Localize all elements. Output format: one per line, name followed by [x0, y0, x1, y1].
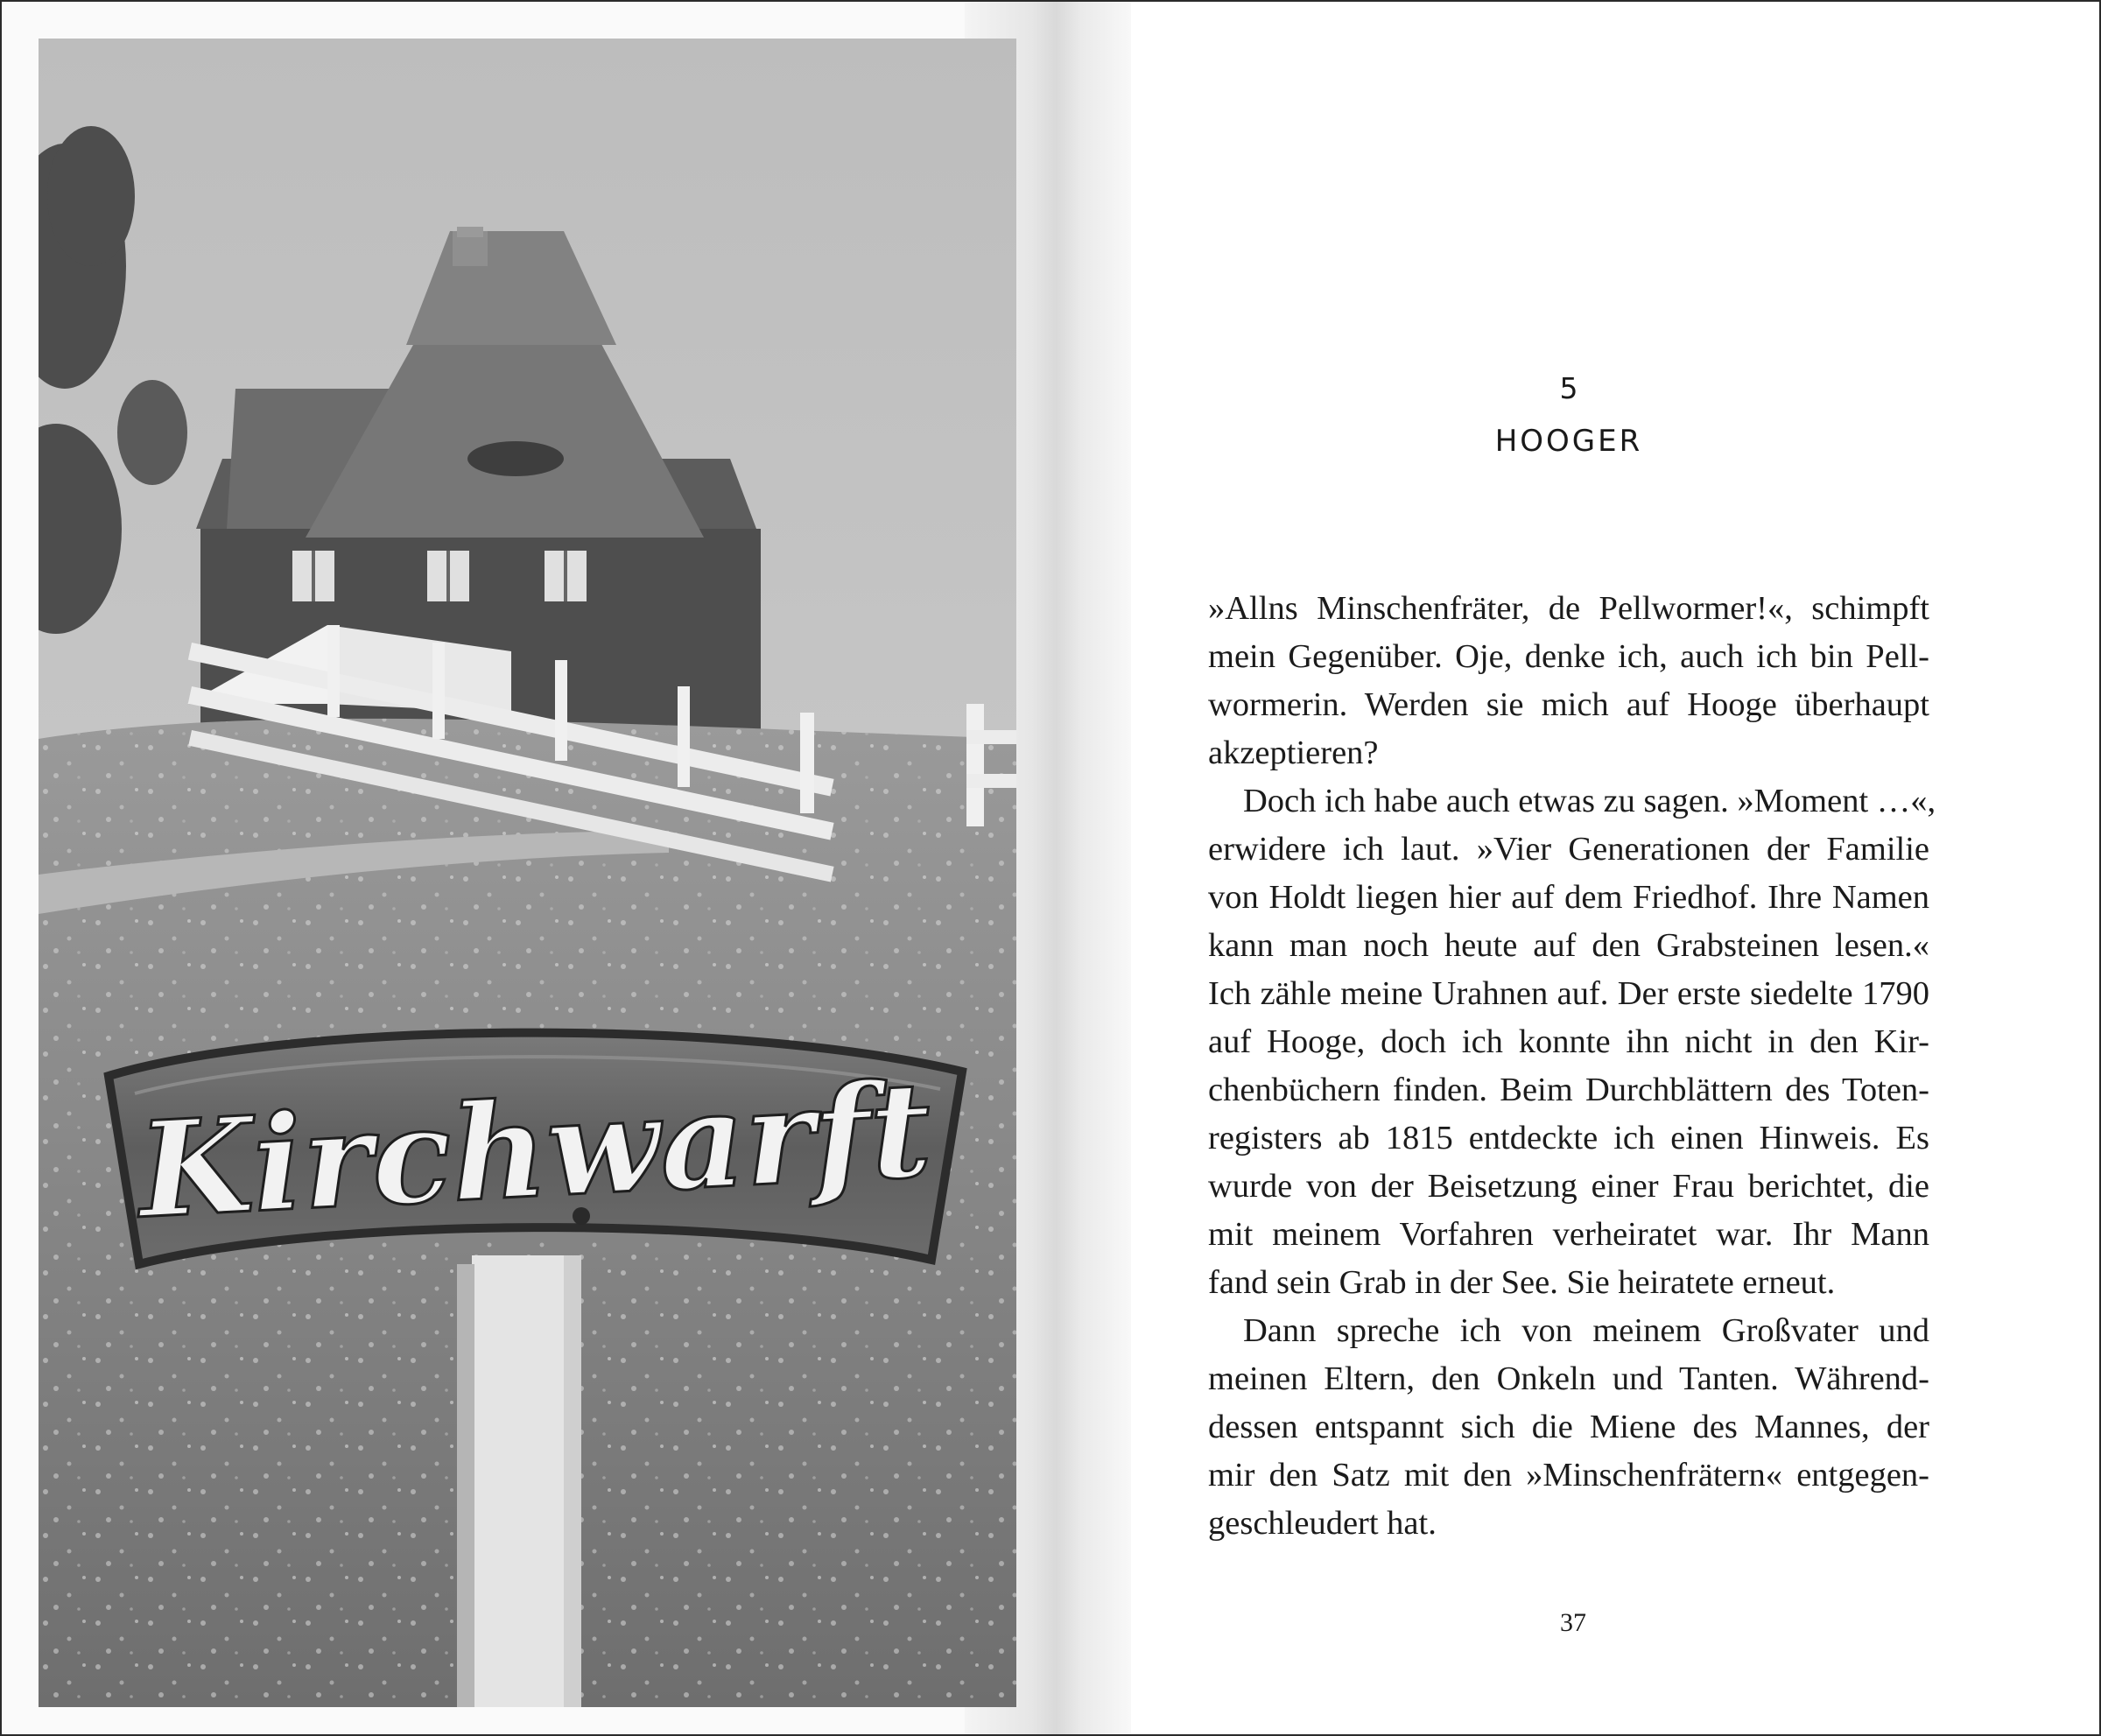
sign-text: Kirchwarft [134, 1052, 935, 1248]
text-line: akzeptieren? [1208, 734, 1379, 771]
text-line: Doch ich habe auch etwas zu sagen. »Moment …«, [1243, 783, 1936, 819]
text-line: kann man noch heute auf den Grabsteinen lesen.« [1208, 927, 1929, 964]
text-line: mir den Satz mit den »Minschenfrätern« entgegen- [1208, 1457, 1929, 1494]
text-line: geschleudert hat. [1208, 1505, 1437, 1542]
text-line: von Holdt liegen hier auf dem Friedhof. Ihre Namen [1208, 879, 1929, 916]
text-line: wormerin. Werden sie mich auf Hooge überhaupt [1208, 686, 1929, 723]
text-line: mein Gegenüber. Oje, denke ich, auch ich bin Pell- [1208, 638, 1929, 675]
text-line: registers ab 1815 entdeckte ich einen Hinweis. Es [1208, 1120, 1929, 1156]
church-house-photo [39, 39, 1016, 1707]
text-line: Dann spreche ich von meinem Großvater und [1243, 1312, 1929, 1349]
paragraph-2 [1208, 777, 1936, 1307]
chapter-body-text [1208, 585, 1936, 1548]
paragraph-3 [1208, 1307, 1929, 1548]
text-line: meinen Eltern, den Onkeln und Tanten. Während- [1208, 1360, 1929, 1397]
text-line: wurde von der Beisetzung einer Frau berichtet, die [1208, 1168, 1929, 1205]
text-line: chenbüchern finden. Beim Durchblättern des Toten- [1208, 1072, 1929, 1108]
kirchwarft-sign [109, 1033, 962, 1264]
text-line: mit meinem Vorfahren verheiratet war. Ihr Mann [1208, 1216, 1929, 1253]
text-line: »Allns Minschenfräter, de Pellwormer!«, schimpft [1208, 590, 1929, 627]
chapter-title: HOOGER [1494, 424, 1643, 459]
text-line: Ich zähle meine Urahnen auf. Der erste siedelte 1790 [1208, 975, 1929, 1012]
text-line: dessen entspannt sich die Miene des Mannes, der [1208, 1409, 1929, 1445]
chapter-number: 5 [1559, 371, 1578, 405]
page-number: 37 [1560, 1608, 1586, 1637]
text-line: fand sein Grab in der See. Sie heiratete erneut. [1208, 1264, 1836, 1301]
text-line: auf Hooge, doch ich konnte ihn nicht in den Kir- [1208, 1023, 1929, 1060]
text-line: erwidere ich laut. »Vier Generationen der Familie [1208, 831, 1929, 868]
paragraph-1 [1208, 585, 1929, 777]
